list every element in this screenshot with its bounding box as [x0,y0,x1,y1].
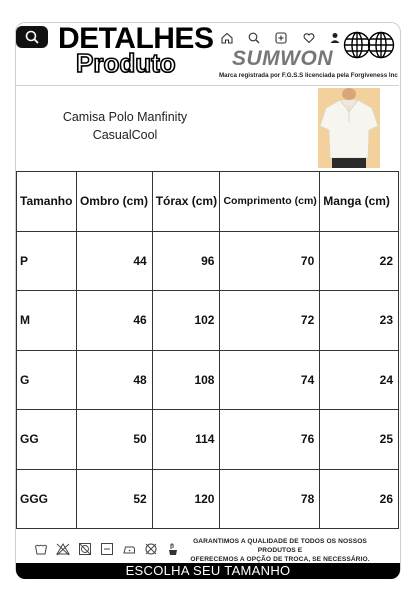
product-name [50,108,200,144]
length-cell: 70 [220,231,320,291]
product-image [318,88,380,168]
chest-cell: 96 [152,231,220,291]
size-cell: M [17,291,77,351]
header-size: Tamanho [17,172,77,232]
search-icon [24,29,40,45]
search-button[interactable] [16,26,48,48]
shoulder-cell: 50 [76,410,152,470]
chest-cell: 114 [152,410,220,470]
top-nav [220,31,340,45]
header-chest: Tórax (cm) [152,172,220,232]
no-tumble-dry-icon [78,542,92,556]
choose-size-banner[interactable]: ESCOLHA SEU TAMANHO [16,563,400,579]
sleeve-cell: 23 [320,291,399,351]
length-cell: 74 [220,350,320,410]
length-cell: 76 [220,410,320,470]
user-icon[interactable] [328,31,342,45]
no-dry-clean-icon [144,542,158,556]
shoulder-cell: 44 [76,231,152,291]
brand-name: SUMWON [232,47,333,70]
header-length: Comprimento (cm) [220,172,320,232]
globe-logo-icon [343,30,395,60]
search-icon[interactable] [247,31,261,45]
page-subtitle: Produto [76,48,176,78]
size-cell: G [17,350,77,410]
header-shoulder: Ombro (cm) [76,172,152,232]
size-cell: P [17,231,77,291]
product-name-line2: CasualCool [92,128,158,142]
hand-wash-icon [166,542,180,556]
add-icon[interactable] [274,31,288,45]
chest-cell: 120 [152,469,220,529]
sleeve-cell: 25 [320,410,399,470]
page-title: DETALHES [58,22,214,55]
guarantee-text [190,537,370,564]
size-table [16,171,399,529]
chest-cell: 108 [152,350,220,410]
size-cell: GG [17,410,77,470]
heart-icon[interactable] [302,31,316,45]
header-sleeve: Manga (cm) [320,172,399,232]
size-cell: GGG [17,469,77,529]
table-header-row [17,172,399,232]
shoulder-cell: 48 [76,350,152,410]
dry-flat-icon [100,542,114,556]
brand-subtitle: Marca registrada por F.G.S.S licenciada pela Forgiveness Inc [219,72,398,79]
iron-low-icon [122,542,136,556]
guarantee-line1: GARANTIMOS A QUALIDADE DE TODOS OS NOSSOS PRODUTOS E [193,538,367,554]
sleeve-cell: 26 [320,469,399,529]
table-row [17,291,399,351]
table-row [17,350,399,410]
length-cell: 72 [220,291,320,351]
sleeve-cell: 24 [320,350,399,410]
table-row [17,410,399,470]
no-bleach-icon [56,542,70,556]
chest-cell: 102 [152,291,220,351]
guarantee-line2: OFERECEMOS A OPÇÃO DE TROCA, SE NECESSÁRIO. [190,556,370,563]
sleeve-cell: 22 [320,231,399,291]
shoulder-cell: 52 [76,469,152,529]
shoulder-cell: 46 [76,291,152,351]
length-cell: 78 [220,469,320,529]
table-row [17,231,399,291]
home-icon[interactable] [220,31,234,45]
table-row [17,469,399,529]
header-divider [16,85,399,86]
product-name-line1: Camisa Polo Manfinity [62,110,188,124]
wash-30-icon [34,542,48,556]
